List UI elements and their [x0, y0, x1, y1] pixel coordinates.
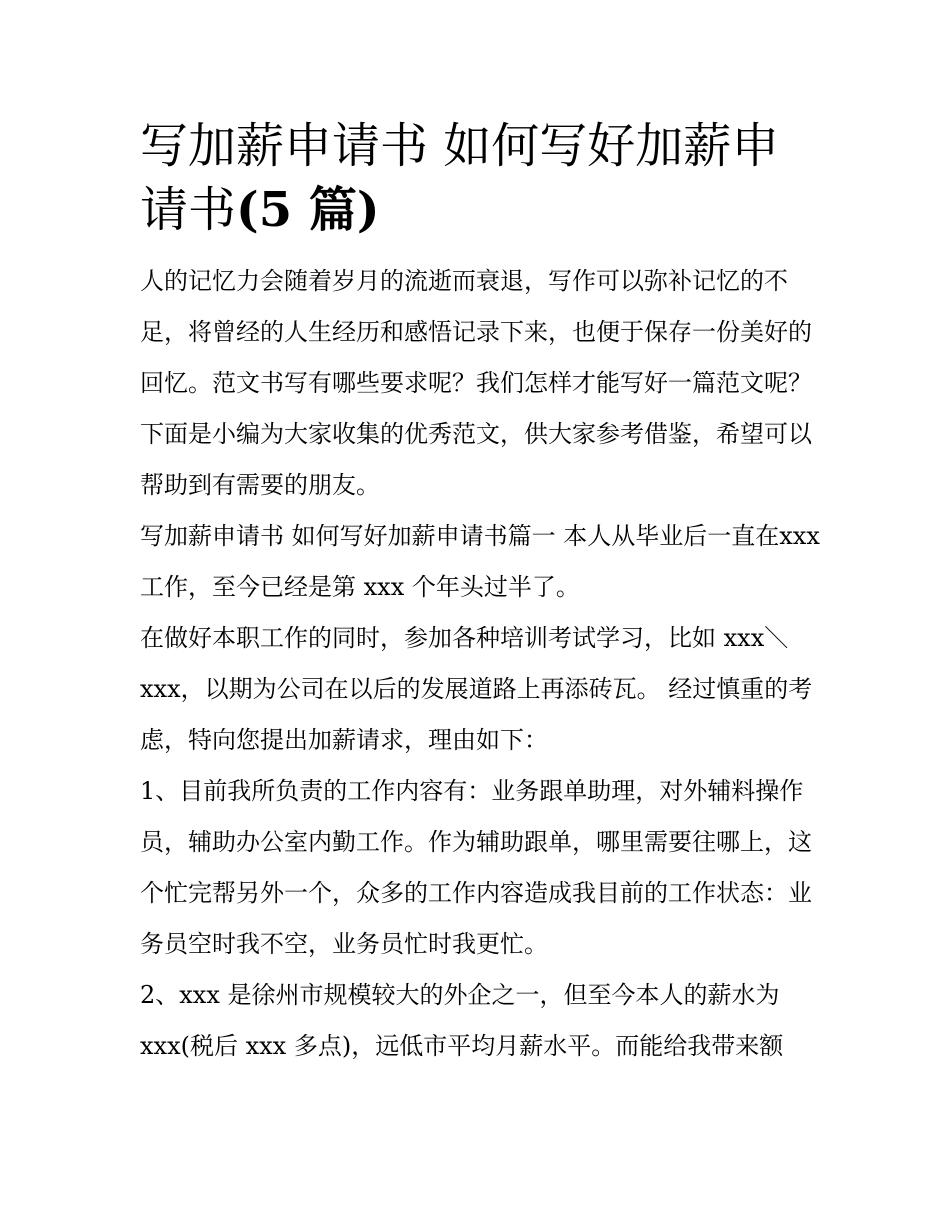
document-title-main: 写加薪申请书 如何写好加薪申请书 — [140, 118, 780, 238]
document-body — [140, 114, 820, 1072]
title-spacer — [140, 242, 820, 256]
document-title-suffix: (5 篇) — [236, 182, 380, 238]
paragraph-section-one: 写加薪申请书 如何写好加薪申请书篇一 本人从毕业后一直在xxx 工作，至今已经是第 xxx 个年头过半了。 — [140, 522, 820, 601]
paragraph-reason-two: 2、xxx 是徐州市规模较大的外企之一，但至今本人的薪水为xxx(税后 xxx 多点)，远低市平均月薪水平。而能给我带来额 — [140, 981, 784, 1060]
paragraph-intro: 人的记忆力会随着岁月的流逝而衰退，写作可以弥补记忆的不足，将曾经的人生经历和感悟记录下来，也便于保存一份美好的回忆。范文书写有哪些要求呢？我们怎样才能写好一篇范文呢？下面是小编为大家收集的优秀范文，供大家参考借鉴，希望可以帮助到有需要的朋友。 — [140, 267, 812, 499]
paragraph-training: 在做好本职工作的同时，参加各种培训考试学习，比如 xxx＼xxx，以期为公司在以后的发展道路上再添砖瓦。 经过慎重的考虑，特向您提出加薪请求，理由如下： — [140, 624, 813, 754]
paragraph-reason-one: 1、目前我所负责的工作内容有：业务跟单助理，对外辅料操作员，辅助办公室内勤工作。作为辅助跟单，哪里需要往哪上，这个忙完帮另外一个，众多的工作内容造成我目前的工作状态：业务员空时我不空，业务员忙时我更忙。 — [140, 777, 812, 958]
document-title — [140, 114, 820, 242]
